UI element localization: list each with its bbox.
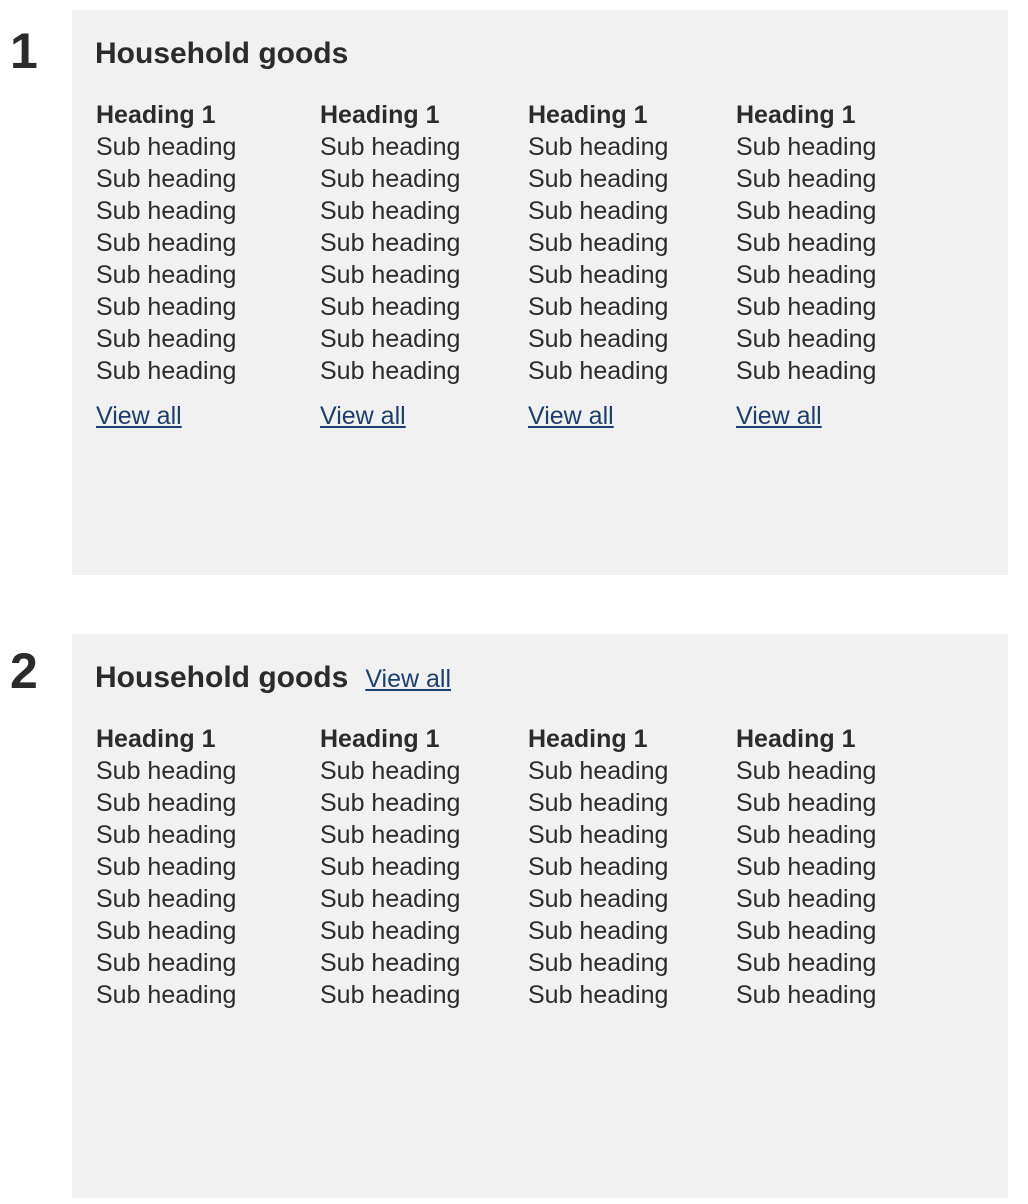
sub-heading-link[interactable]: Sub heading: [528, 757, 669, 785]
sub-heading-link[interactable]: Sub heading: [320, 197, 461, 225]
sub-heading-link[interactable]: Sub heading: [736, 949, 877, 977]
menu-column: [320, 723, 528, 1011]
view-all-link[interactable]: View all: [320, 402, 406, 430]
view-all-link[interactable]: View all: [736, 402, 822, 430]
sub-heading-link[interactable]: Sub heading: [320, 949, 461, 977]
column-heading[interactable]: Heading 1: [320, 101, 440, 129]
sub-heading-link[interactable]: Sub heading: [528, 197, 669, 225]
column-heading[interactable]: Heading 1: [96, 725, 216, 753]
sub-heading-link[interactable]: Sub heading: [96, 821, 237, 849]
menu-column: [320, 99, 528, 432]
sub-heading-link[interactable]: Sub heading: [528, 293, 669, 321]
sub-heading-link[interactable]: Sub heading: [96, 261, 237, 289]
sub-heading-link[interactable]: Sub heading: [320, 789, 461, 817]
menu-column: [528, 723, 736, 1011]
sub-heading-link[interactable]: Sub heading: [320, 981, 461, 1009]
sub-heading-link[interactable]: Sub heading: [736, 197, 877, 225]
sub-heading-link[interactable]: Sub heading: [320, 293, 461, 321]
view-all-link[interactable]: View all: [528, 402, 614, 430]
sub-heading-link[interactable]: Sub heading: [320, 821, 461, 849]
sub-heading-link[interactable]: Sub heading: [528, 821, 669, 849]
sub-heading-link[interactable]: Sub heading: [528, 949, 669, 977]
sub-heading-link[interactable]: Sub heading: [96, 357, 237, 385]
sub-heading-link[interactable]: Sub heading: [736, 821, 877, 849]
sub-heading-link[interactable]: Sub heading: [96, 133, 237, 161]
sub-heading-link[interactable]: Sub heading: [96, 789, 237, 817]
sub-heading-link[interactable]: Sub heading: [320, 853, 461, 881]
mega-menu-panel-variant-2: [72, 634, 1008, 1198]
sub-heading-link[interactable]: Sub heading: [736, 229, 877, 257]
sub-heading-link[interactable]: Sub heading: [736, 917, 877, 945]
menu-column: [528, 99, 736, 432]
sub-heading-link[interactable]: Sub heading: [320, 357, 461, 385]
sub-heading-link[interactable]: Sub heading: [320, 229, 461, 257]
sub-heading-link[interactable]: Sub heading: [528, 357, 669, 385]
sub-heading-link[interactable]: Sub heading: [736, 757, 877, 785]
mega-menu-panel-variant-1: [72, 10, 1008, 575]
sub-heading-link[interactable]: Sub heading: [528, 885, 669, 913]
menu-column: [736, 99, 936, 432]
sub-heading-link[interactable]: Sub heading: [528, 229, 669, 257]
sub-heading-link[interactable]: Sub heading: [96, 885, 237, 913]
sub-heading-link[interactable]: Sub heading: [736, 357, 877, 385]
sub-heading-link[interactable]: Sub heading: [736, 885, 877, 913]
sub-heading-link[interactable]: Sub heading: [736, 325, 877, 353]
sub-heading-link[interactable]: Sub heading: [96, 165, 237, 193]
menu-column: [736, 723, 936, 1011]
sub-heading-link[interactable]: Sub heading: [96, 917, 237, 945]
panel-title: Household goods: [95, 37, 349, 70]
sub-heading-link[interactable]: Sub heading: [528, 789, 669, 817]
sub-heading-link[interactable]: Sub heading: [736, 133, 877, 161]
sub-heading-link[interactable]: Sub heading: [96, 757, 237, 785]
column-heading[interactable]: Heading 1: [528, 101, 648, 129]
menu-columns: [96, 723, 936, 1011]
panel-header: [95, 661, 451, 695]
view-all-link[interactable]: View all: [365, 665, 452, 693]
sub-heading-link[interactable]: Sub heading: [320, 261, 461, 289]
sub-heading-link[interactable]: Sub heading: [96, 981, 237, 1009]
sub-heading-link[interactable]: Sub heading: [528, 261, 669, 289]
sub-heading-link[interactable]: Sub heading: [736, 981, 877, 1009]
sub-heading-link[interactable]: Sub heading: [528, 853, 669, 881]
view-all-link[interactable]: View all: [96, 402, 182, 430]
sub-heading-link[interactable]: Sub heading: [96, 325, 237, 353]
sub-heading-link[interactable]: Sub heading: [736, 853, 877, 881]
sub-heading-link[interactable]: Sub heading: [736, 293, 877, 321]
sub-heading-link[interactable]: Sub heading: [320, 133, 461, 161]
menu-column: [96, 99, 320, 432]
panel-header: [95, 37, 348, 71]
sub-heading-link[interactable]: Sub heading: [96, 293, 237, 321]
column-heading[interactable]: Heading 1: [528, 725, 648, 753]
sub-heading-link[interactable]: Sub heading: [320, 917, 461, 945]
sub-heading-link[interactable]: Sub heading: [320, 165, 461, 193]
sub-heading-link[interactable]: Sub heading: [320, 325, 461, 353]
sub-heading-link[interactable]: Sub heading: [528, 917, 669, 945]
sub-heading-link[interactable]: Sub heading: [96, 949, 237, 977]
menu-columns: [96, 99, 936, 432]
sub-heading-link[interactable]: Sub heading: [528, 133, 669, 161]
column-heading[interactable]: Heading 1: [320, 725, 440, 753]
column-heading[interactable]: Heading 1: [736, 101, 856, 129]
panel-title: Household goods: [95, 661, 349, 694]
sub-heading-link[interactable]: Sub heading: [528, 981, 669, 1009]
sub-heading-link[interactable]: Sub heading: [320, 757, 461, 785]
sub-heading-link[interactable]: Sub heading: [736, 261, 877, 289]
sub-heading-link[interactable]: Sub heading: [736, 789, 877, 817]
sub-heading-link[interactable]: Sub heading: [96, 853, 237, 881]
sub-heading-link[interactable]: Sub heading: [736, 165, 877, 193]
variant-number: 2: [10, 643, 38, 699]
menu-column: [96, 723, 320, 1011]
sub-heading-link[interactable]: Sub heading: [96, 229, 237, 257]
sub-heading-link[interactable]: Sub heading: [528, 165, 669, 193]
variant-number: 1: [10, 23, 38, 79]
sub-heading-link[interactable]: Sub heading: [320, 885, 461, 913]
sub-heading-link[interactable]: Sub heading: [96, 197, 237, 225]
column-heading[interactable]: Heading 1: [736, 725, 856, 753]
sub-heading-link[interactable]: Sub heading: [528, 325, 669, 353]
column-heading[interactable]: Heading 1: [96, 101, 216, 129]
